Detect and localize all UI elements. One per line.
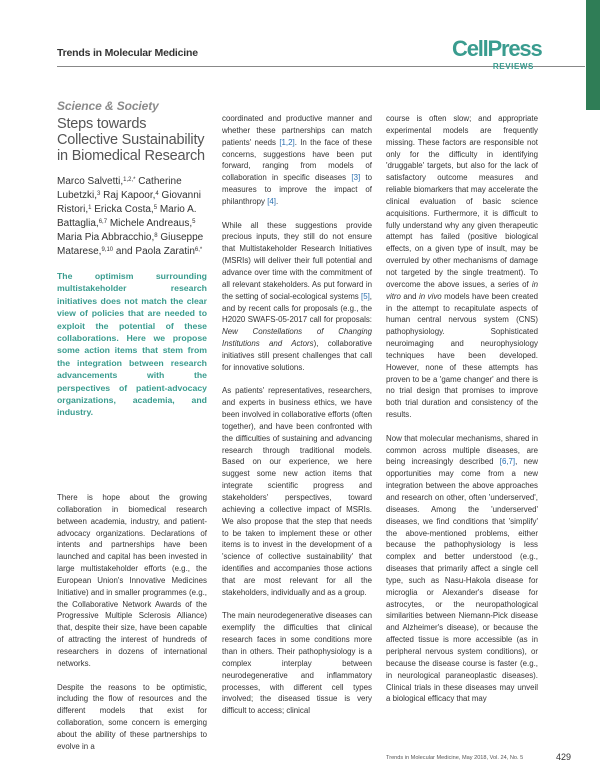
paragraph [386,113,538,421]
logo-main: CellPress [452,36,542,61]
author-name: Paola Zaratin [135,246,195,257]
logo-sub: REVIEWS [492,62,534,71]
paragraph [57,682,207,753]
text-segment: There is hope about the growing collaboration in biomedical research between academia, industry, and patient-advocacy organizations. Declarations of intents and partnerships have been launched and capital has been invested in large multistakeholder efforts (e.g., the European Union's Innovative Medicines Initiative) and in smaller programmes (e.g., the Collaborative Network Awards of the Progressive Multiple Sclerosis Alliance) that, despite their size, have been capable of attracting the interest of hundreds of researchers in dozens of international networks. [57,493,207,668]
text-segment: Despite the reasons to be optimistic, including the flow of resources and the different models that exist for collaboration, some concern is emerging about the ability of these partnerships to evolve in a [57,682,207,751]
body-column-1 [57,492,207,764]
author-name: Catherine Lubetzki, [57,176,182,201]
paragraph [222,113,372,208]
author-affiliation: 1 [88,205,92,211]
author-affiliation: 5 [153,205,158,211]
text-segment: course is often slow; and appropriate experimental models are frequently missing. These factors are responsible not only for the difficulty in identifying 'druggable' targets, but also for the lack of satisfactory outcome measures and reliable biomarkers that may accelerate the clinical evaluation of basic science acquisitions. Furthermore, it is difficult to fully understand why any given therapeutic attempt has failed (positive biological effects, on a given type of insult, may be overruled by other mechanisms of damage not targeted by the single treatment). To overcome the above issues, a series of [386,114,538,289]
text-segment: models have been created in the attempt to recapitulate aspects of human central nervous system (CNS) pathophysiology. Sophisticated neuroimaging and neurophysiology techniques have been developed. However, none of these attempts has proven to be a 'game changer' and there is no trial design that promises to improve both trial duration and consistency of the results. [386,291,538,420]
author-list [57,175,207,259]
sidebar-tab [586,0,600,110]
author-affiliation: 6,* [194,247,203,253]
author-name: Raj Kapoor, [103,190,156,201]
author-separator: and [113,246,136,257]
author-name: Michele Andreaus, [109,218,193,229]
text-segment: ), collaborative initiatives still present challenges that call for innovative solutions. [222,339,373,372]
abstract: The optimism surrounding multistakeholder research initiatives does not match the clear view of policies that are needed to exploit the potential of these collaborations. Here we propose some action items that stem from the integration between research advancements with the perspectives of patient-advocacy organizations, academia, and industry. [57,271,207,418]
italic-text: New Constellations of Changing Institutions and Actors [222,327,372,349]
body-column-3 [386,113,538,717]
text-segment: and [400,291,420,301]
citation-link[interactable]: [4] [267,196,276,206]
text-segment: , and by recent calls for proposals (e.g., the H2020 SWAFS-05-2017 call for proposals: [222,291,372,325]
journal-name: Trends in Molecular Medicine [57,47,198,59]
text-segment: . In the face of these concerns, suggestions have been put forward, ranging from models of collaboration in specific diseases [222,137,372,183]
text-segment: . [275,196,279,206]
citation-link[interactable]: [6,7] [499,457,516,467]
author-affiliation: 6,7 [98,219,108,225]
author-name: Maria Pia Abbracchio, [57,232,155,243]
paragraph [222,610,372,717]
article-title: Steps towards Collective Sustainability in Biomedical Research [57,116,205,164]
author-name: Giuseppe Matarese, [57,232,204,257]
author-name: Marco Salvetti, [57,176,124,187]
text-segment: Now that molecular mechanisms, shared in common across multiple diseases, are being increasingly described [386,433,538,467]
paragraph [222,220,372,374]
text-segment: As patients' representatives, researchers, and experts in business ethics, we have been involved in collaborative efforts (often together), and have been confronted with the difficulties of sustaining and advancing research through traditional models. Based on our experience, we here suggest some new action items that integrate scientific progress and stakeholders' perspectives, toward achieving a collective impact of MSRIs. We also propose that the step that needs to be taken to implement these or other items is to invest in the development of a 'science of collective sustainability' that identifies and accompanies those actions that are most relevant for all the stakeholders, individually and as a group. [222,386,372,597]
text-segment: coordinated and productive manner and whether these partnerships can match patients' needs [222,114,372,147]
paragraph [386,433,538,705]
paragraph [222,385,372,598]
text-segment: , new opportunities may come from a new integration between the above approaches and research on other, often 'underserved', diseases. Among the 'underserved' diseases, we find conditions that 'simplify' the above-mentioned problems, either because the pathophysiology is less complex and better understood (e.g., diseases that primarily affect a single cell type, such as Nasu-Hakola disease for microglia or Alexander's disease for astrocytes, or the neuropathological similarities between Niemann-Pick disease and Alzheimer's disease), or because the affected tissue is more accessible (as in peripheral nervous system conditions), or because the disease course is faster (e.g., in neurological paraneoplastic diseases). Clinical trials in these diseases may unveil a biological efficacy that may [386,457,538,704]
author-affiliation: 8 [154,233,158,239]
text-segment: While all these suggestions provide precious inputs, they still do not ensure that Multistakeholder Research Initiatives (MSRIs) will deliver their full potential and advance over time with the commitment of all relevant stakeholders. As put forward in the setting of social-ecological systems [222,220,372,301]
author-affiliation: 4 [155,191,159,197]
body-column-2 [222,113,372,729]
citation-link[interactable]: [5] [361,291,370,301]
author-affiliation: 1,2,* [123,177,136,183]
section-label: Science & Society [57,99,159,113]
author-name: Mario A. Battaglia, [57,204,197,229]
author-affiliation: 3 [97,191,101,197]
author-name: Ericka Costa, [94,204,154,215]
text-segment: to measures to improve the impact of philanthropy [222,173,372,206]
footer-citation: Trends in Molecular Medicine, May 2018, Vol. 24, No. 5 [386,755,524,761]
page-number: 429 [556,752,572,762]
citation-link[interactable]: [3] [351,173,361,183]
author-name: Giovanni Ristori, [57,190,202,215]
author-affiliation: 9,10 [101,247,114,253]
author-affiliation: 5 [192,219,196,225]
citation-link[interactable]: [1,2] [279,137,295,147]
italic-text: in vitro [386,279,538,301]
italic-text: in vivo [419,291,442,301]
cellpress-logo [452,36,542,71]
paragraph [57,492,207,670]
text-segment: The main neurodegenerative diseases can exemplify the difficulties that clinical research faces in some conditions more than in others. Their pathophysiology is a complex interplay between neurodegenerative and inflammatory processes, with different cell types involved; the diseased tissue is very difficult to access; clinical [222,611,372,716]
